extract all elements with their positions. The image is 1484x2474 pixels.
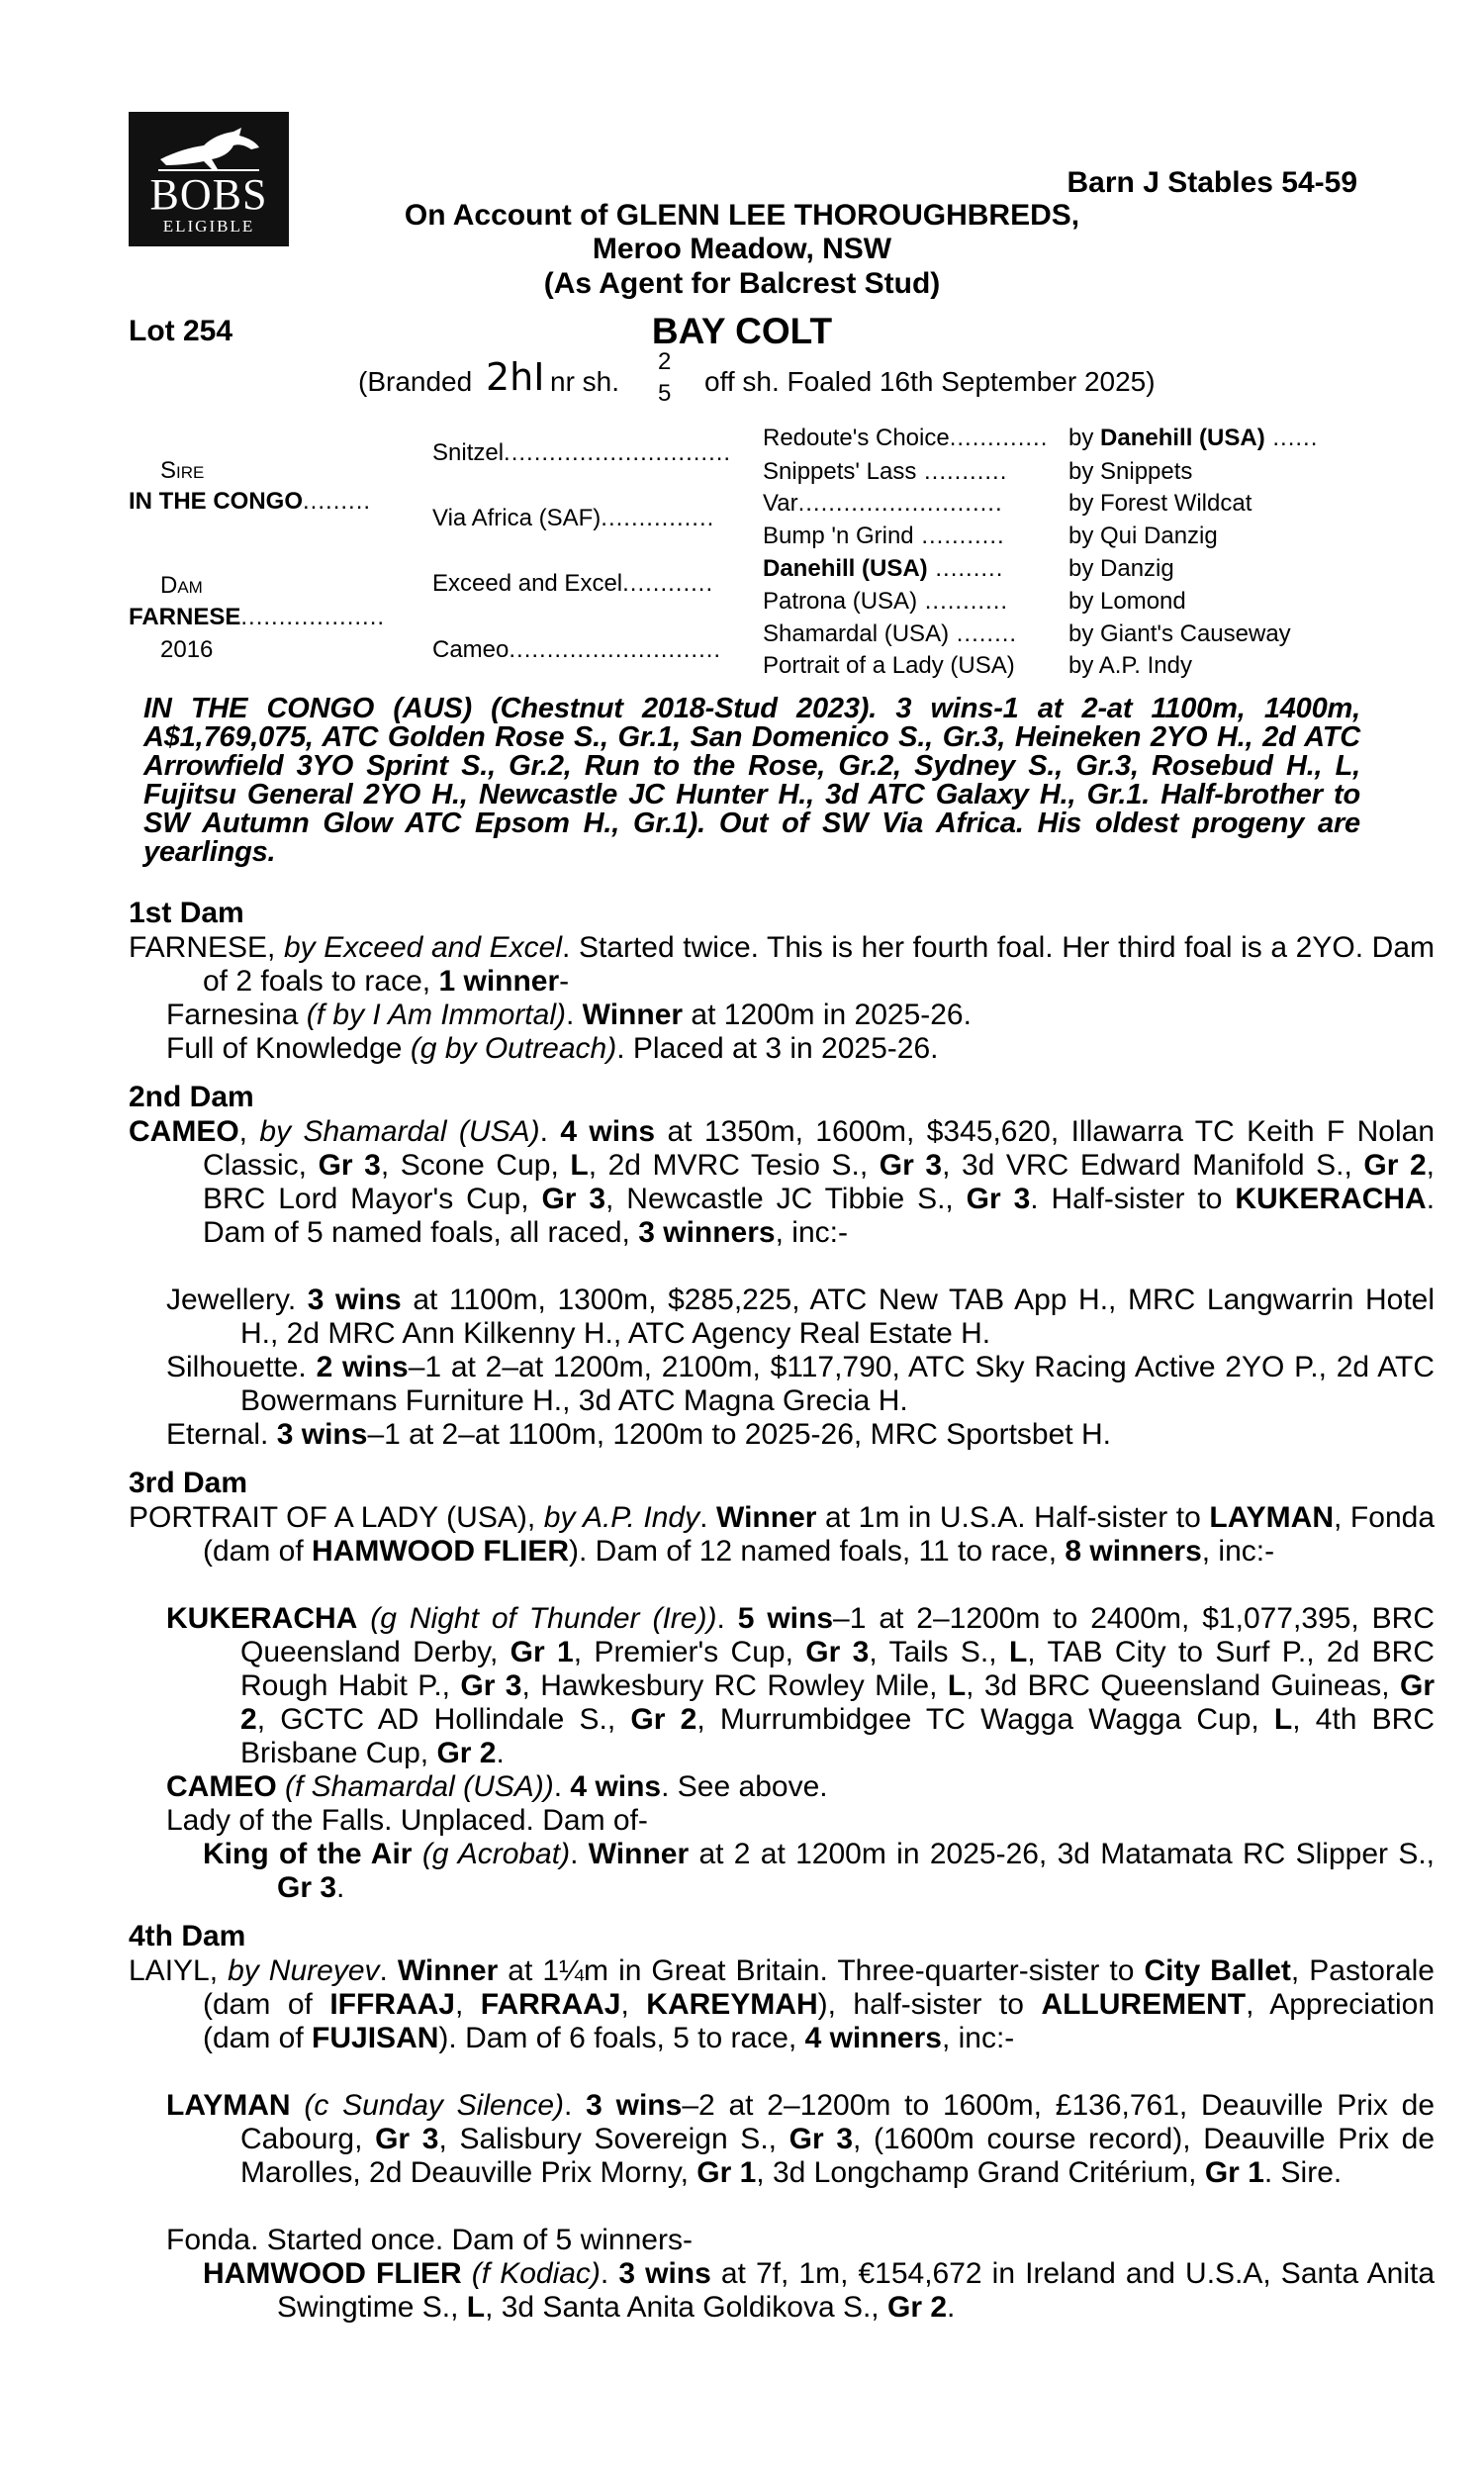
dam4-progeny-2: Fonda. Started once. Dam of 5 winners- xyxy=(166,2224,693,2256)
grandsire-1: Snitzel.............................. xyxy=(432,439,732,466)
barn-location: Barn J Stables 54-59 xyxy=(1067,166,1357,199)
vendor-account: On Account of GLENN LEE THOROUGHBREDS, xyxy=(404,199,1080,232)
dam2-progeny-2: Silhouette. 2 wins–1 at 2–at 1200m, 2100m, $117,790, ATC Sky Racing Active 2YO P., 2d ATC Bowermans Furniture H., 3d ATC Magna Grecia H. xyxy=(166,1351,1435,1417)
dam3-progeny-3: Lady of the Falls. Unplaced. Dam of- xyxy=(166,1804,648,1837)
grandsire-2: Exceed and Excel............ xyxy=(432,570,714,597)
sire-label: Sire xyxy=(160,457,205,484)
brand-fraction-top: 2 xyxy=(658,348,672,375)
dam3-progeny-2: CAMEO (f Shamardal (USA)). 4 wins. See above. xyxy=(166,1770,828,1803)
gg-5: Danehill (USA) ......... xyxy=(763,555,1004,582)
sire-summary: IN THE CONGO (AUS) (Chestnut 2018-Stud 2023). 3 wins-1 at 2-at 1100m, 1400m, A$1,769,075, ATC Golden Rose S., Gr.1, San Domenico S., Gr.3, Heineken 2YO H., 2d ATC Arrowfield 3YO Sprint S., Gr.2, Run to the Rose, Gr.2, Sydney S., Gr.3, Rosebud H., L, Fujitsu General 2YO H., Newcastle JC Hunter H., 3d ATC Galaxy H., Gr.1. Half-brother to SW Autumn Glow ATC Epsom H., Gr.1). Out of SW Via Africa. His oldest progeny are yearlings. xyxy=(143,693,1360,868)
logo-text-eligible: ELIGIBLE xyxy=(162,217,255,236)
dam1-paragraph: FARNESE, by Exceed and Excel. Started twice. This is her fourth foal. Her third foal is a 2YO. Dam of 2 foals to race, 1 winner- xyxy=(129,931,1435,998)
dam3-grandprogeny-1: King of the Air (g Acrobat). Winner at 2 at 1200m in 2025-26, 3d Matamata RC Slipper S., Gr 3. xyxy=(203,1838,1435,1904)
ggs-1: by Danehill (USA) ...... xyxy=(1068,425,1319,451)
dam3-progeny-1: KUKERACHA (g Night of Thunder (Ire)). 5 wins–1 at 2–1200m to 2400m, $1,077,395, BRC Queensland Derby, Gr 1, Premier's Cup, Gr 3, Tails S., L, TAB City to Surf P., 2d BRC Rough Habit P., Gr 3, Hawkesbury RC Rowley Mile, L, 3d BRC Queensland Guineas, Gr 2, GCTC AD Hollindale S., Gr 2, Murrumbidgee TC Wagga Wagga Cup, L, 4th BRC Brisbane Cup, Gr 2. xyxy=(166,1602,1435,1769)
dam1-progeny-1: Farnesina (f by I Am Immortal). Winner at 1200m in 2025-26. xyxy=(166,999,972,1031)
sire-name: IN THE CONGO xyxy=(129,488,304,515)
ggs-8: by A.P. Indy xyxy=(1068,652,1192,679)
lot-number: Lot 254 xyxy=(129,315,233,347)
dam-name: FARNESE xyxy=(129,604,241,630)
vendor-agent: (As Agent for Balcrest Stud) xyxy=(543,267,941,300)
heading-3rd-dam: 3rd Dam xyxy=(129,1467,248,1499)
heading-4th-dam: 4th Dam xyxy=(129,1920,246,1952)
ggs-6: by Lomond xyxy=(1068,588,1186,615)
brand-prefix: (Branded xyxy=(358,366,473,397)
granddam-2: Cameo............................ xyxy=(432,636,722,663)
sire-row: IN THE CONGO......... xyxy=(129,488,372,515)
dam2-paragraph: CAMEO, by Shamardal (USA). 4 wins at 1350m, 1600m, $345,620, Illawarra TC Keith F Nolan Classic, Gr 3, Scone Cup, L, 2d MVRC Tesio S., Gr 3, 3d VRC Edward Manifold S., Gr 2, BRC Lord Mayor's Cup, Gr 3, Newcastle JC Tibbie S., Gr 3. Half-sister to KUKERACHA. Dam of 5 named foals, all raced, 3 winners, inc:- xyxy=(129,1115,1436,1249)
brand-mark: 2hI xyxy=(486,355,545,399)
dam4-grandprogeny-1: HAMWOOD FLIER (f Kodiac). 3 wins at 7f, 1m, €154,672 in Ireland and U.S.A, Santa Anita Swingtime S., L, 3d Santa Anita Goldikova S., Gr 2. xyxy=(203,2257,1436,2324)
dam-row: FARNESE................... xyxy=(129,604,386,630)
granddam-1: Via Africa (SAF)............... xyxy=(432,505,715,531)
dam1-progeny-2: Full of Knowledge (g by Outreach). Placed at 3 in 2025-26. xyxy=(166,1032,939,1065)
gg-7: Shamardal (USA) ........ xyxy=(763,620,1018,647)
vendor-location: Meroo Meadow, NSW xyxy=(592,233,892,265)
bobs-eligible-logo xyxy=(129,112,289,246)
brand-suffix: off sh. Foaled 16th September 2025) xyxy=(704,366,1156,397)
horse-title: BAY COLT xyxy=(651,311,833,351)
logo-text-bobs: BOBS xyxy=(149,170,268,219)
horse-icon xyxy=(156,126,261,175)
ggs-3: by Forest Wildcat xyxy=(1068,490,1252,517)
dam2-progeny-1: Jewellery. 3 wins at 1100m, 1300m, $285,225, ATC New TAB App H., MRC Langwarrin Hotel H., 2d MRC Ann Kilkenny H., ATC Agency Real Estate H. xyxy=(166,1284,1435,1350)
gg-2: Snippets' Lass ........... xyxy=(763,458,1008,485)
dam4-progeny-1: LAYMAN (c Sunday Silence). 3 wins–2 at 2–1200m to 1600m, £136,761, Deauville Prix de Cabourg, Gr 3, Salisbury Sovereign S., Gr 3, (1600m course record), Deauville Prix de Marolles, 2d Deauville Prix Morny, Gr 1, 3d Longchamp Grand Critérium, Gr 1. Sire. xyxy=(166,2089,1436,2189)
ggs-7: by Giant's Causeway xyxy=(1068,620,1291,647)
gg-3: Var........................... xyxy=(763,490,1003,517)
brand-fraction-bottom: 5 xyxy=(658,380,672,407)
ggs-2: by Snippets xyxy=(1068,458,1193,485)
ggs-4: by Qui Danzig xyxy=(1068,523,1218,549)
gg-6: Patrona (USA) ........... xyxy=(763,588,1009,615)
gg-8: Portrait of a Lady (USA) xyxy=(763,652,1015,679)
dam2-progeny-3: Eternal. 3 wins–1 at 2–at 1100m, 1200m to 2025-26, MRC Sportsbet H. xyxy=(166,1418,1111,1451)
heading-1st-dam: 1st Dam xyxy=(129,897,244,929)
heading-2nd-dam: 2nd Dam xyxy=(129,1081,254,1113)
dam4-paragraph: LAIYL, by Nureyev. Winner at 1¼m in Great Britain. Three-quarter-sister to City Ballet, Pastorale (dam of IFFRAAJ, FARRAAJ, KAREYMAH), half-sister to ALLUREMENT, Appreciation (dam of FUJISAN). Dam of 6 foals, 5 to race, 4 winners, inc:- xyxy=(129,1954,1436,2054)
brand-mid: nr sh. xyxy=(550,366,620,397)
gg-4: Bump 'n Grind ........... xyxy=(763,523,1005,549)
ggs-5: by Danzig xyxy=(1068,555,1174,582)
dam-label: Dam xyxy=(160,572,203,599)
dam3-paragraph: PORTRAIT OF A LADY (USA), by A.P. Indy. Winner at 1m in U.S.A. Half-sister to LAYMAN, Fonda (dam of HAMWOOD FLIER). Dam of 12 named foals, 11 to race, 8 winners, inc:- xyxy=(129,1501,1435,1568)
dam-year: 2016 xyxy=(160,636,214,663)
gg-1: Redoute's Choice............. xyxy=(763,425,1049,451)
